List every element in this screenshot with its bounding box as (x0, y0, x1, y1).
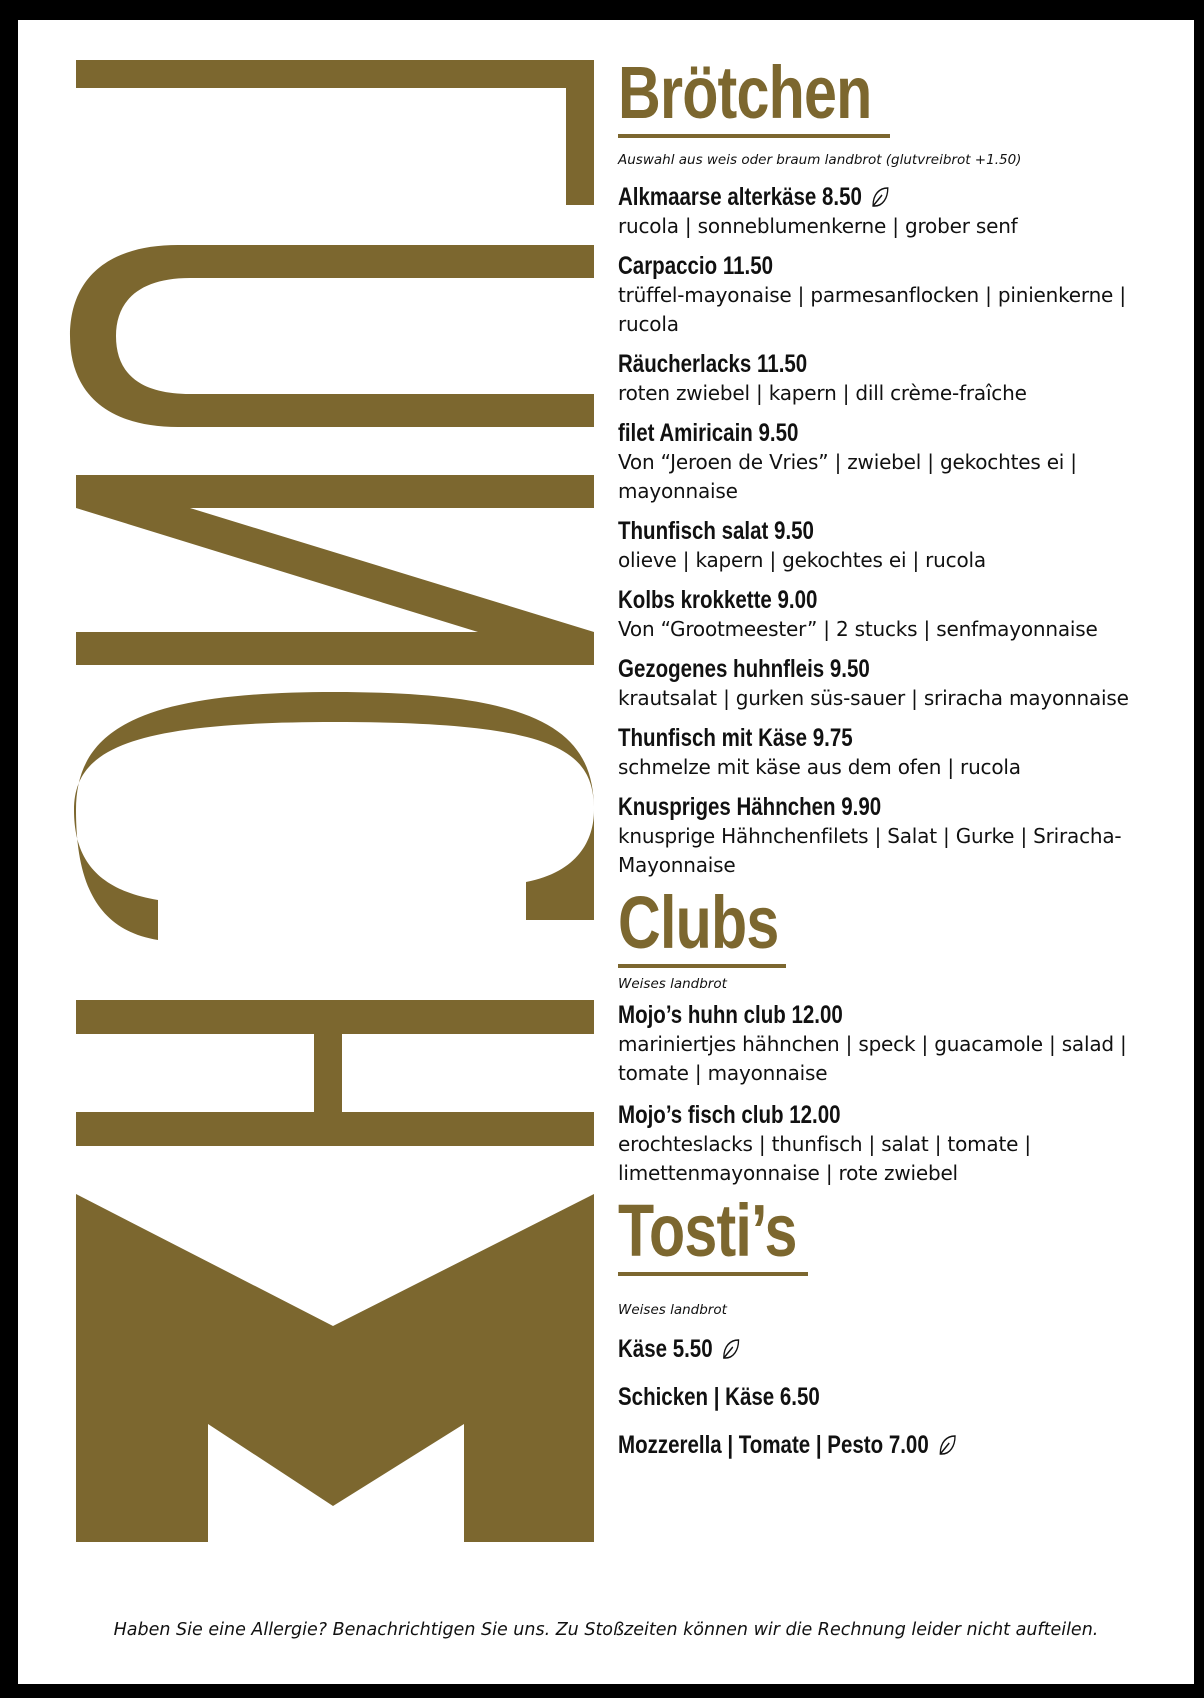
menu-item-description: Von “Grootmeester” | 2 stucks | senfmayonnaise (618, 617, 1098, 641)
menu-item (618, 1334, 1178, 1364)
menu-item (618, 654, 1178, 713)
menu-item-title (618, 349, 1077, 379)
menu-item-name-price: Thunfisch mit Käse 9.75 (618, 724, 853, 752)
menu-item-name-price: Thunfisch salat 9.50 (618, 517, 814, 545)
menu-item-title (618, 1000, 1077, 1030)
menu-item-title (618, 654, 1077, 684)
menu-item (618, 1100, 1178, 1188)
section-title: Clubs (618, 881, 779, 964)
section-title: Brötchen (618, 51, 872, 134)
menu-item (618, 585, 1178, 644)
letter-n (76, 475, 594, 665)
section-note: Weises landbrot (618, 976, 727, 992)
menu-item-description: roten zwiebel | kapern | dill crème-fraîche (618, 381, 1027, 405)
menu-item (618, 349, 1178, 408)
menu-item-name-price: Schicken | Käse 6.50 (618, 1383, 820, 1411)
menu-item-description: knusprige Hähnchenfilets | Salat | Gurke | Sriracha-Mayonnaise (618, 824, 1122, 877)
menu-item (618, 723, 1178, 782)
menu-item-name-price: Mozzerella | Tomate | Pesto 7.00 (618, 1431, 929, 1459)
menu-item-title (618, 516, 1077, 546)
section-underline (618, 964, 786, 968)
menu-item-description: schmelze mit käse aus dem ofen | rucola (618, 755, 1021, 779)
letter-u (70, 245, 594, 427)
menu-item-name-price: Käse 5.50 (618, 1335, 713, 1363)
menu-item-name-price: Carpaccio 11.50 (618, 252, 773, 280)
menu-item-title (618, 1382, 1077, 1412)
menu-item (618, 182, 1178, 241)
leaf-icon (937, 1432, 958, 1458)
letter-c (74, 692, 594, 940)
menu-content (618, 51, 1178, 1460)
menu-item-title (618, 792, 1077, 822)
section-note: Auswahl aus weis oder braum landbrot (glutvreibrot +1.50) (618, 152, 1022, 168)
menu-item-title (618, 1100, 1077, 1130)
leaf-icon (870, 184, 891, 210)
menu-item-name-price: Gezogenes huhnfleis 9.50 (618, 655, 870, 683)
menu-section (618, 881, 1178, 1188)
menu-item-title (618, 1334, 1077, 1364)
section-title: Tosti’s (618, 1189, 797, 1272)
menu-item (618, 516, 1178, 575)
menu-item (618, 792, 1178, 880)
menu-item (618, 1382, 1178, 1412)
letter-h (76, 1000, 594, 1146)
menu-item-description: erochteslacks | thunfisch | salat | tomate | limettenmayonnaise | rote zwiebel (618, 1132, 1031, 1185)
section-note: Weises landbrot (618, 1302, 727, 1318)
section-underline (618, 1272, 808, 1276)
menu-item-title (618, 251, 1077, 281)
menu-item-description: mariniertjes hähnchen | speck | guacamole | salad | tomate | mayonnaise (618, 1032, 1127, 1085)
letter-l (76, 60, 594, 205)
menu-item-name-price: Mojo’s fisch club 12.00 (618, 1101, 841, 1129)
menu-item-title (618, 723, 1077, 753)
menu-item-name-price: Kolbs krokkette 9.00 (618, 586, 818, 614)
letter-m (76, 1194, 594, 1542)
menu-item-description: trüffel-mayonaise | parmesanflocken | pinienkerne | rucola (618, 283, 1126, 336)
menu-section (618, 51, 1178, 880)
menu-item (618, 1000, 1178, 1088)
menu-item-name-price: Mojo’s huhn club 12.00 (618, 1001, 843, 1029)
allergy-footer: Haben Sie eine Allergie? Benachrichtigen Sie uns. Zu Stoßzeiten können wir die Rechnung leider nicht aufteilen. (113, 1620, 1099, 1640)
menu-item-description: Von “Jeroen de Vries” | zwiebel | gekochtes ei | mayonnaise (618, 450, 1077, 503)
menu-item-name-price: Alkmaarse alterkäse 8.50 (618, 183, 862, 211)
menu-section (618, 1189, 1178, 1460)
menu-item (618, 418, 1178, 506)
leaf-icon (721, 1336, 742, 1362)
menu-item-name-price: Räucherlacks 11.50 (618, 350, 808, 378)
menu-item-description: krautsalat | gurken süs-sauer | sriracha mayonnaise (618, 686, 1129, 710)
section-underline (618, 134, 890, 138)
menu-page (18, 20, 1194, 1684)
menu-item-title (618, 585, 1077, 615)
menu-item-title (618, 182, 1077, 212)
menu-item-name-price: Knuspriges Hähnchen 9.90 (618, 793, 882, 821)
lunch-vertical-word (18, 20, 618, 1684)
menu-item-title (618, 418, 1077, 448)
menu-item-title (618, 1430, 1077, 1460)
menu-item-description: olieve | kapern | gekochtes ei | rucola (618, 548, 986, 572)
menu-item (618, 1430, 1178, 1460)
menu-item-description: rucola | sonneblumenkerne | grober senf (618, 214, 1018, 238)
menu-item (618, 251, 1178, 339)
menu-item-name-price: filet Amiricain 9.50 (618, 419, 799, 447)
